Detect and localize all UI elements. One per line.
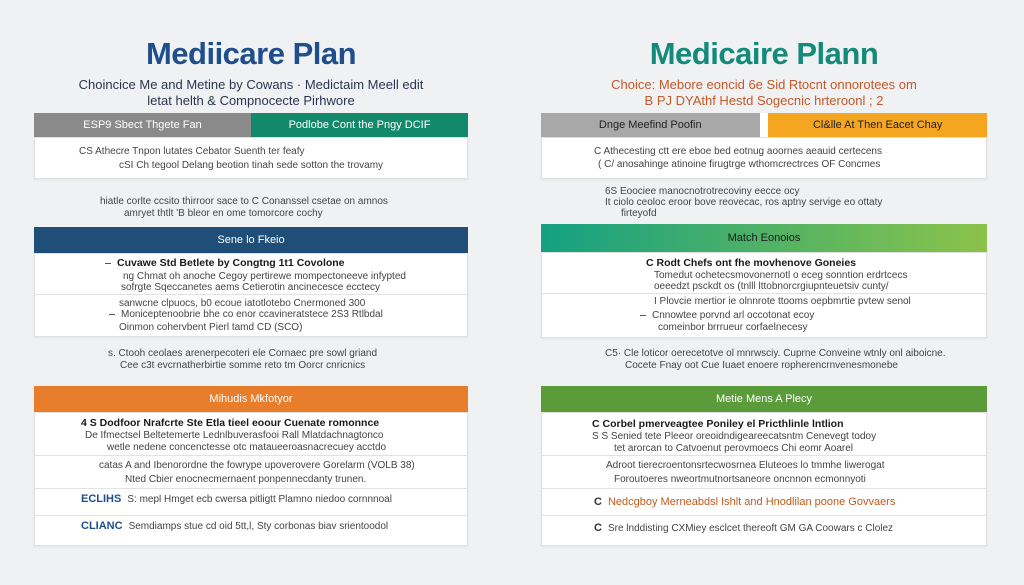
left-subtitle-line: letat helth & Compnocecte Pirhwore	[147, 93, 355, 108]
right-section3-bar[interactable]: Metie Mens A Plecy	[541, 386, 987, 412]
right-paragraph-line: C5· Cle loticor oerecetotve ol mnrwsciy. Cuprne Conveine wtnly onl aiboicne.	[605, 348, 946, 359]
left-section3-panel	[34, 412, 468, 546]
left-paragraph-line: Cee c3t evcrnatherbirtie somme reto tm Oorcr cnricnics	[120, 360, 366, 371]
right-section2-line: comeinbor brrrueur corfaelnecesy	[658, 322, 808, 333]
left-header-bar	[34, 113, 468, 137]
right-plan-subtitle	[541, 77, 987, 109]
row-divider	[542, 293, 986, 294]
row-divider	[35, 488, 467, 489]
left-section2-line: ng Chmat oh anoche Cegoy pertirewe mompectoneeve infypted	[123, 271, 406, 282]
right-paragraph-line: Cocete Fnay oot Cue Iuaet enoere ropherencrnvenesmonebe	[625, 360, 898, 371]
left-section3-line: Nted Cbier enocnecmernaent ponpennecdanty trunen.	[125, 474, 367, 485]
right-section3-line: tet arorcan to Catvoenut perovmoecs Chi eomr Aoarel	[614, 443, 854, 454]
right-paragraph-line: firteyofd	[621, 208, 657, 219]
left-subtitle-line: Choincice Me and Metine by Cowans · Medictaim Meell edit	[78, 77, 424, 92]
right-section3-panel	[541, 412, 987, 546]
left-section2-line: sanwcne clpuocs, b0 ecoue iatotlotebo Cnermoned 300	[119, 298, 366, 309]
right-info-panel	[541, 137, 987, 179]
left-plan-title: Mediicare Plan	[145, 36, 357, 71]
left-paragraph-line: amryet thtlt 'B bleor en ome tomorcore cochy	[124, 208, 323, 219]
left-panel-line: cSI Ch tegool Delang beotion tinah sede sotton the trovamy	[119, 160, 384, 171]
left-header-tab-right[interactable]: Podlobe Cont the Pngy DCIF	[251, 113, 468, 137]
right-section2-heading: C Rodt Chefs ont fhe movhenove Goneies	[646, 258, 857, 269]
left-paragraph-line: hiatle corlte ccsito thirroor sace to C Conanssel csetae on amnos	[100, 196, 388, 207]
right-section3-heading: C Corbel pmerveagtee Poniley el Pricthlinle lntlion	[592, 419, 844, 430]
left-paragraph-line: s. Ctooh ceolaes arenerpecoteri ele Cornaec pre sowl griand	[108, 348, 378, 359]
right-subtitle-line: Choice: Mebore eoncid 6e Sid Rtocnt onnorotees om	[611, 77, 917, 92]
right-section2-line: Tomedut ochetecsmovonernotl o eceg sonntion erdrtcecs	[654, 270, 908, 281]
left-info-panel	[34, 137, 468, 179]
right-panel-line: ( C/ anosahinge atinoine firugtrge wthomcrectrces OF Concmes	[598, 159, 881, 170]
left-labeled-row[interactable]: CLIANC Semdiamps stue cd oid 5tt,l, Sty corbonas biav srientoodol	[81, 521, 389, 532]
row-divider	[35, 294, 467, 295]
right-paragraph-line: 6S Eoociee manocnotrotrecoviny eecce ocy	[605, 186, 800, 197]
dash-icon	[105, 263, 111, 264]
right-section2-bar[interactable]: Match Eonoios	[541, 224, 987, 252]
left-plan-subtitle	[34, 77, 468, 109]
right-section2-line: Cnnowtee porvnd arl occotonat ecoy	[640, 310, 1024, 321]
left-panel-line: CS Athecre Tnpon lutates Cebator Suenth ter feafy	[79, 146, 305, 157]
right-section2-panel	[541, 252, 987, 338]
row-divider	[542, 515, 986, 516]
left-section2-line: Oinmon cohervbent Pierl tamd CD (SCO)	[119, 322, 303, 333]
right-labeled-row[interactable]: C Nedcgboy Merneabdsl Ishlt and Hnodlilan poone Govvaers	[594, 497, 896, 508]
left-section2-heading: Cuvawe Std Betlete by Congtng 1t1 Covolone	[105, 258, 537, 269]
right-header-tab-left[interactable]: Dnge Meefind Poofin	[541, 113, 760, 137]
left-section3-line: wetle nedene concenctesse otc mataueeroasnacrecuey acctdo	[107, 442, 387, 453]
left-section2-panel	[34, 253, 468, 337]
right-section2-line: I Plovcie mertior ie olnnrote ttooms oepbmrtie pvtew senol	[654, 296, 911, 307]
right-header-tab-right[interactable]: Cl&lle At Then Eacet Chay	[768, 113, 987, 137]
row-divider	[35, 515, 467, 516]
left-section2-line: sofrgte Sqeccanetes aems Cetierotin ancinecesce ecctecy	[121, 282, 381, 293]
dash-icon	[640, 315, 646, 316]
left-header-tab-left[interactable]: ESP9 Sbect Thgete Fan	[34, 113, 251, 137]
right-paragraph-line: It ciolo ceoloc eroor bove reovecac, ros aptny servige eo ottaty	[605, 197, 883, 208]
right-section3-line: Adroot tierecroentonsrtecwosrnea Eluteoes lo tmmhe liwerogat	[606, 460, 885, 471]
right-panel-line: C Athecesting ctt ere eboe bed eotnug aoornes aeauid certecens	[594, 146, 882, 157]
right-section3-line: S S Senied tete Pleeor oreoidndigeareecatsntm Cenevegt todoy	[592, 431, 877, 442]
left-section2-line: Moniceptenoobrie bhe co enor ccavineratstece 2S3 Rtlbdal	[109, 309, 541, 320]
left-section2-bar[interactable]: Sene lo Fkeio	[34, 227, 468, 253]
right-section3-line: Foroutoeres nweortmutnortsaneore oncnnon ecmonnyoti	[614, 474, 866, 485]
left-section3-heading: 4 S Dodfoor Nrafcrte Ste Etla tieel eoour Cuenate romonnce	[81, 418, 380, 429]
row-divider	[35, 455, 467, 456]
row-divider	[542, 488, 986, 489]
row-divider	[542, 455, 986, 456]
right-section2-line: oeeedzt psckdt os (tnlll lttobnorcrgiupnteuetsiv cunty/	[654, 281, 889, 292]
right-subtitle-line: B PJ DYAthf Hestd Sogecnic hrteroonl ; 2	[644, 93, 884, 108]
right-header-bar	[541, 113, 987, 137]
left-labeled-row[interactable]: ECLIHS S: mepl Hmget ecb cwersa pitligtt Plamno niedoo cornnnoal	[81, 494, 392, 505]
left-section3-line: catas A and Ibenorordne the fowrype upoverovere Gorelarm (VOLB 38)	[99, 460, 415, 471]
right-labeled-row[interactable]: C Sre lnddisting CXMiey esclcet thereoft GM GA Coowars c Clolez	[594, 523, 894, 534]
dash-icon	[109, 314, 115, 315]
left-section3-line: De Ifmectsel Beltetemerte Lednlbuverasfooi Rall Mlatdachnagtonco	[85, 430, 384, 441]
right-plan-title: Medicaire Plann	[649, 36, 879, 71]
header-gap	[760, 113, 769, 137]
left-section3-bar[interactable]: Mihudis Mkfotyor	[34, 386, 468, 412]
